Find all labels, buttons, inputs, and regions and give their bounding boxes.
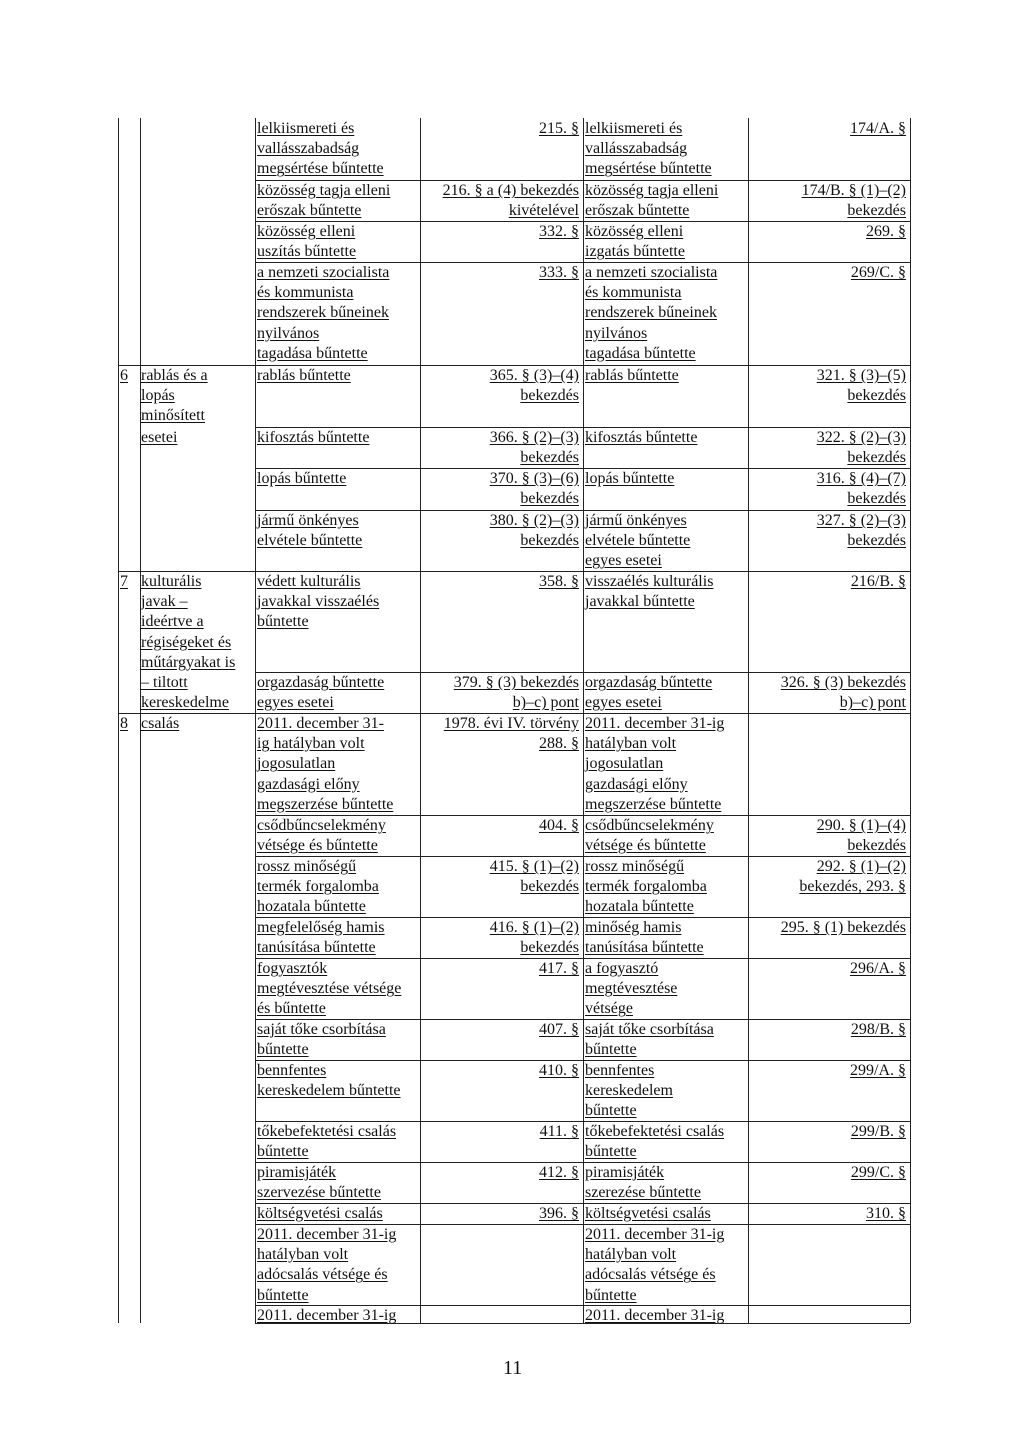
- old-crime-name-line: megtévesztése vétsége: [257, 980, 402, 998]
- old-section-ref-line: 407. §: [539, 1021, 579, 1038]
- new-crime-name: [585, 469, 746, 489]
- new-crime-name: [585, 263, 746, 364]
- new-crime-name-line: hatályban volt: [585, 735, 677, 753]
- new-section-ref: [750, 673, 906, 713]
- new-crime-name-line: bűntette: [585, 1286, 637, 1304]
- old-section-ref: [422, 918, 579, 958]
- new-crime-name: [585, 1204, 746, 1224]
- new-crime-name-line: közösség elleni: [585, 223, 684, 240]
- new-crime-name-line: kereskedelem: [585, 1082, 673, 1100]
- new-section-ref: [750, 857, 906, 897]
- new-section-ref-line: 299/A. §: [850, 1062, 906, 1079]
- category-number-text: 6: [120, 367, 128, 384]
- old-section-ref: [422, 816, 579, 836]
- new-section-ref: [750, 222, 906, 242]
- new-crime-name-line: vétsége és bűntette: [585, 837, 706, 855]
- old-section-ref-line: 412. §: [539, 1164, 579, 1181]
- old-section-ref: [422, 714, 579, 754]
- old-crime-name-line: saját tőke csorbítása: [257, 1021, 386, 1038]
- old-crime-name-line: bűntette: [257, 1143, 309, 1161]
- category-label-line: műtárgyakat is: [141, 653, 236, 671]
- category-label-continued: [141, 428, 253, 448]
- old-crime-name: [257, 1122, 418, 1162]
- old-crime-name-line: megszerzése bűntette: [257, 795, 394, 813]
- old-crime-name-line: lelkiismereti és: [257, 120, 355, 137]
- old-section-ref-line: 366. § (2)–(3): [489, 429, 579, 446]
- new-section-ref-line: 269. §: [866, 223, 906, 240]
- old-section-ref: [422, 222, 579, 242]
- new-crime-name-line: bűntette: [585, 1041, 637, 1059]
- old-section-ref: [422, 673, 579, 713]
- old-crime-name-line: tanúsítása bűntette: [257, 939, 376, 957]
- old-section-ref-line: 365. § (3)–(4): [489, 367, 579, 384]
- old-section-ref-line: 417. §: [539, 960, 579, 977]
- new-section-ref: [750, 1122, 906, 1142]
- new-crime-name-line: rendszerek bűneinek: [585, 304, 717, 322]
- new-section-ref-line: 216/B. §: [850, 573, 906, 590]
- old-crime-name-line: tőkebefektetési csalás: [257, 1123, 397, 1140]
- old-crime-name: [257, 222, 418, 262]
- new-crime-name: [585, 1061, 746, 1122]
- old-crime-name: [257, 959, 418, 1020]
- old-crime-name-line: költségvetési csalás: [257, 1205, 383, 1222]
- old-section-ref-line: 370. § (3)–(6): [489, 470, 579, 487]
- new-crime-name-line: javakkal bűntette: [585, 593, 695, 611]
- old-crime-name-line: jármű önkényes: [257, 512, 359, 529]
- new-section-ref: [750, 1163, 906, 1183]
- old-crime-name-line: termék forgalomba: [257, 878, 379, 896]
- old-crime-name-line: hatályban volt: [257, 1246, 349, 1264]
- new-section-ref-line: 310. §: [866, 1205, 906, 1222]
- new-crime-name-line: piramisjáték: [585, 1164, 665, 1181]
- old-section-ref-line: 358. §: [539, 573, 579, 590]
- old-section-ref: [422, 959, 579, 979]
- old-crime-name: [257, 1204, 418, 1224]
- old-crime-name-line: rablás bűntette: [257, 367, 351, 384]
- new-crime-name: [585, 673, 746, 713]
- old-crime-name: [257, 263, 418, 364]
- col-rule-old-name: [255, 118, 256, 1323]
- new-crime-name-line: termék forgalomba: [585, 878, 707, 896]
- old-crime-name-line: 2011. december 31-ig: [257, 1307, 397, 1324]
- old-section-ref-line: 333. §: [539, 264, 579, 281]
- new-section-ref-line: bekezdés: [847, 490, 906, 508]
- new-crime-name-line: visszaélés kulturális: [585, 573, 714, 590]
- old-crime-name: [257, 1061, 418, 1101]
- new-crime-name: [585, 428, 746, 448]
- col-rule-old-ref: [420, 118, 421, 1323]
- old-crime-name-line: kereskedelem bűntette: [257, 1082, 401, 1100]
- old-section-ref: [422, 119, 579, 139]
- new-crime-name: [585, 511, 746, 572]
- old-section-ref: [422, 181, 579, 221]
- new-section-ref-line: bekezdés: [847, 449, 906, 467]
- new-crime-name-line: bennfentes: [585, 1062, 655, 1079]
- old-section-ref-line: bekezdés: [520, 387, 579, 405]
- new-crime-name-line: erőszak bűntette: [585, 202, 690, 220]
- new-crime-name-line: jogosulatlan: [585, 755, 664, 773]
- new-section-ref: [750, 1061, 906, 1081]
- new-crime-name: [585, 1122, 746, 1162]
- old-crime-name: [257, 181, 418, 221]
- new-crime-name-line: lopás bűntette: [585, 470, 675, 487]
- old-crime-name-line: bűntette: [257, 1286, 309, 1304]
- category-label-line: csalás: [141, 715, 180, 732]
- old-section-ref-line: bekezdés: [520, 878, 579, 896]
- old-section-ref-line: 415. § (1)–(2): [489, 858, 579, 875]
- old-section-ref: [422, 1122, 579, 1142]
- new-crime-name-line: tőkebefektetési csalás: [585, 1123, 725, 1140]
- new-crime-name-line: bűntette: [585, 1143, 637, 1161]
- old-crime-name-line: elvétele bűntette: [257, 532, 363, 550]
- old-section-ref-line: 411. §: [539, 1123, 579, 1140]
- old-section-ref-line: bekezdés: [520, 939, 579, 957]
- old-section-ref: [422, 1020, 579, 1040]
- new-crime-name-line: izgatás bűntette: [585, 243, 685, 261]
- new-section-ref-line: bekezdés: [847, 387, 906, 405]
- category-number-text: 8: [120, 715, 128, 732]
- old-section-ref: [422, 511, 579, 551]
- new-crime-name-line: rablás bűntette: [585, 367, 679, 384]
- new-crime-name-line: megtévesztése: [585, 980, 678, 998]
- category-number: [120, 714, 138, 734]
- old-section-ref: [422, 1061, 579, 1081]
- new-section-ref: [750, 263, 906, 283]
- old-section-ref-line: kivételével: [508, 202, 579, 220]
- new-section-ref-line: 295. § (1) bekezdés: [780, 919, 906, 936]
- category-label-line: kulturális: [141, 573, 202, 590]
- new-crime-name: [585, 1020, 746, 1060]
- old-crime-name: [257, 673, 418, 713]
- old-crime-name-line: vétsége és bűntette: [257, 837, 378, 855]
- old-section-ref-line: 215. §: [539, 120, 579, 137]
- category-label-line: minősített: [141, 407, 205, 425]
- new-section-ref: [750, 181, 906, 221]
- old-crime-name: [257, 1020, 418, 1060]
- category-number: [120, 572, 138, 592]
- category-label: [141, 572, 253, 713]
- new-crime-name-line: lelkiismereti és: [585, 120, 683, 137]
- new-section-ref: [750, 511, 906, 551]
- new-crime-name: [585, 119, 746, 180]
- old-section-ref-line: b)–c) pont: [512, 694, 579, 712]
- col-rule-new-name: [583, 118, 584, 1323]
- new-section-ref-line: 174/B. § (1)–(2): [801, 182, 906, 199]
- new-crime-name-line: a nemzeti szocialista: [585, 264, 718, 281]
- new-section-ref-line: 327. § (2)–(3): [816, 512, 906, 529]
- new-crime-name-line: nyilvános: [585, 324, 648, 342]
- new-section-ref: [750, 1204, 906, 1224]
- new-section-ref-line: b)–c) pont: [839, 694, 906, 712]
- old-crime-name-line: egyes esetei: [257, 694, 334, 712]
- new-crime-name-line: megszerzése bűntette: [585, 795, 722, 813]
- old-section-ref: [422, 263, 579, 283]
- old-section-ref-line: 216. § a (4) bekezdés: [442, 182, 579, 199]
- old-crime-name-line: védett kulturális: [257, 573, 361, 590]
- old-crime-name: [257, 469, 418, 489]
- new-crime-name-line: és kommunista: [585, 284, 682, 302]
- old-section-ref-line: 288. §: [539, 735, 579, 753]
- category-number-text: 7: [120, 573, 128, 590]
- new-crime-name-line: gazdasági előny: [585, 775, 688, 793]
- new-crime-name-line: vallásszabadság: [585, 140, 688, 158]
- old-crime-name-line: nyilvános: [257, 324, 320, 342]
- new-crime-name: [585, 816, 746, 856]
- old-section-ref: [422, 469, 579, 509]
- old-crime-name: [257, 119, 418, 180]
- old-section-ref-line: 410. §: [539, 1062, 579, 1079]
- new-crime-name: [585, 1163, 746, 1203]
- category-label-line: javak –: [141, 593, 188, 611]
- new-crime-name: [585, 181, 746, 221]
- old-crime-name-line: és bűntette: [257, 1000, 326, 1018]
- new-section-ref-line: 316. § (4)–(7): [816, 470, 906, 487]
- old-crime-name-line: fogyasztók: [257, 960, 328, 977]
- old-crime-name-line: bűntette: [257, 1041, 309, 1059]
- old-crime-name: [257, 572, 418, 633]
- old-crime-name-line: a nemzeti szocialista: [257, 264, 390, 281]
- old-crime-name: [257, 1306, 418, 1326]
- old-crime-name: [257, 857, 418, 918]
- new-crime-name-line: adócsalás vétsége és: [585, 1266, 716, 1284]
- new-section-ref-line: 174/A. §: [850, 120, 906, 137]
- new-section-ref: [750, 366, 906, 406]
- new-crime-name-line: költségvetési csalás: [585, 1205, 711, 1222]
- old-crime-name-line: piramisjáték: [257, 1164, 337, 1181]
- old-section-ref-line: 404. §: [539, 817, 579, 834]
- old-crime-name: [257, 816, 418, 856]
- old-crime-name-line: közösség tagja elleni: [257, 182, 391, 199]
- new-section-ref-line: 326. § (3) bekezdés: [780, 674, 906, 691]
- category-label-line: ideértve a: [141, 613, 204, 631]
- new-crime-name-line: vétsége: [585, 1000, 633, 1018]
- new-section-ref-line: 292. § (1)–(2): [816, 858, 906, 875]
- category-label-line: lopás: [141, 387, 175, 405]
- old-crime-name-line: megfelelőség hamis: [257, 919, 385, 936]
- new-section-ref: [750, 816, 906, 856]
- new-section-ref-line: 269/C. §: [850, 264, 906, 281]
- old-crime-name-line: 2011. december 31-: [257, 715, 384, 732]
- new-crime-name: [585, 1225, 746, 1306]
- new-section-ref-line: 299/C. §: [850, 1164, 906, 1181]
- category-number: [120, 366, 138, 386]
- old-crime-name-line: közösség elleni: [257, 223, 356, 240]
- old-crime-name-line: orgazdaság bűntette: [257, 674, 385, 691]
- new-section-ref: [750, 918, 906, 938]
- old-crime-name-line: tagadása bűntette: [257, 344, 368, 362]
- old-crime-name-line: vallásszabadság: [257, 140, 360, 158]
- new-crime-name-line: jármű önkényes: [585, 512, 687, 529]
- new-crime-name-line: hatályban volt: [585, 1246, 677, 1264]
- new-crime-name: [585, 366, 746, 386]
- category-label-line: régiségeket és: [141, 633, 232, 651]
- old-section-ref: [422, 1163, 579, 1183]
- old-section-ref: [422, 1204, 579, 1224]
- new-section-ref-line: 296/A. §: [850, 960, 906, 977]
- old-crime-name: [257, 918, 418, 958]
- new-crime-name-line: saját tőke csorbítása: [585, 1021, 714, 1038]
- new-crime-name-line: orgazdaság bűntette: [585, 674, 713, 691]
- new-crime-name-line: hozatala bűntette: [585, 898, 694, 916]
- new-crime-name-line: csődbűncselekmény: [585, 817, 714, 834]
- new-crime-name-line: 2011. december 31-ig: [585, 1226, 725, 1243]
- new-crime-name-line: tanúsítása bűntette: [585, 939, 704, 957]
- new-section-ref-line: bekezdés: [847, 532, 906, 550]
- old-section-ref-line: bekezdés: [520, 532, 579, 550]
- old-section-ref-line: bekezdés: [520, 449, 579, 467]
- old-section-ref-line: 416. § (1)–(2): [489, 919, 579, 936]
- new-crime-name: [585, 1306, 746, 1326]
- new-crime-name-line: egyes esetei: [585, 552, 662, 570]
- old-crime-name-line: megsértése bűntette: [257, 160, 384, 178]
- old-section-ref-line: 332. §: [539, 223, 579, 240]
- category-label: [141, 366, 253, 427]
- old-crime-name: [257, 1225, 418, 1306]
- old-crime-name-line: gazdasági előny: [257, 775, 360, 793]
- old-section-ref: [422, 572, 579, 592]
- old-crime-name-line: lopás bűntette: [257, 470, 347, 487]
- new-crime-name: [585, 857, 746, 918]
- new-section-ref-line: bekezdés, 293. §: [799, 878, 906, 896]
- old-crime-name-line: rendszerek bűneinek: [257, 304, 389, 322]
- new-crime-name: [585, 918, 746, 958]
- new-section-ref: [750, 1020, 906, 1040]
- old-crime-name-line: kifosztás bűntette: [257, 429, 370, 446]
- old-section-ref-line: bekezdés: [520, 490, 579, 508]
- old-section-ref: [422, 857, 579, 897]
- old-crime-name: [257, 714, 418, 815]
- new-crime-name-line: szerezése bűntette: [585, 1184, 701, 1202]
- new-crime-name-line: 2011. december 31-ig: [585, 715, 725, 732]
- new-section-ref-line: 299/B. §: [850, 1123, 906, 1140]
- col-rule-outer-right: [910, 118, 911, 1323]
- new-crime-name-line: megsértése bűntette: [585, 160, 712, 178]
- new-crime-name-line: minőség hamis: [585, 919, 682, 936]
- new-crime-name-line: bűntette: [585, 1102, 637, 1120]
- old-crime-name: [257, 1163, 418, 1203]
- old-section-ref: [422, 366, 579, 406]
- old-crime-name: [257, 366, 418, 386]
- page-number: 11: [503, 1357, 523, 1379]
- old-crime-name-line: uszítás bűntette: [257, 243, 357, 261]
- new-section-ref-line: 298/B. §: [850, 1021, 906, 1038]
- category-label: [141, 714, 253, 734]
- old-crime-name-line: erőszak bűntette: [257, 202, 362, 220]
- new-section-ref: [750, 469, 906, 509]
- col-rule-outer-left: [118, 118, 119, 1323]
- category-label-line: kereskedelme: [141, 694, 229, 712]
- new-section-ref-line: 290. § (1)–(4): [816, 817, 906, 834]
- old-crime-name-line: és kommunista: [257, 284, 354, 302]
- new-section-ref: [750, 959, 906, 979]
- new-section-ref-line: 322. § (2)–(3): [816, 429, 906, 446]
- new-crime-name-line: kifosztás bűntette: [585, 429, 698, 446]
- old-crime-name-line: csődbűncselekmény: [257, 817, 386, 834]
- category-label-line: – tiltott: [141, 674, 188, 692]
- new-crime-name-line: elvétele bűntette: [585, 532, 691, 550]
- old-section-ref-line: 396. §: [539, 1205, 579, 1222]
- new-crime-name: [585, 572, 746, 612]
- old-section-ref: [422, 428, 579, 468]
- category-label-continued-line: esetei: [141, 429, 178, 446]
- old-section-ref-line: 379. § (3) bekezdés: [453, 674, 579, 691]
- old-crime-name-line: hozatala bűntette: [257, 898, 366, 916]
- old-crime-name-line: bűntette: [257, 613, 309, 631]
- old-crime-name-line: szervezése bűntette: [257, 1184, 381, 1202]
- old-section-ref-line: 1978. évi IV. törvény: [443, 715, 579, 732]
- old-crime-name-line: ig hatályban volt: [257, 735, 365, 753]
- new-section-ref-line: bekezdés: [847, 837, 906, 855]
- old-crime-name-line: adócsalás vétsége és: [257, 1266, 388, 1284]
- new-crime-name-line: tagadása bűntette: [585, 344, 696, 362]
- new-crime-name: [585, 959, 746, 1020]
- old-crime-name-line: jogosulatlan: [257, 755, 336, 773]
- old-crime-name-line: 2011. december 31-ig: [257, 1226, 397, 1243]
- new-crime-name-line: 2011. december 31-ig: [585, 1307, 725, 1324]
- new-crime-name: [585, 714, 746, 815]
- new-section-ref: [750, 119, 906, 139]
- new-crime-name-line: rossz minőségű: [585, 858, 685, 875]
- category-label-line: rablás és a: [141, 367, 208, 384]
- new-crime-name-line: közösség tagja elleni: [585, 182, 719, 199]
- new-crime-name-line: a fogyasztó: [585, 960, 659, 977]
- new-section-ref-line: 321. § (3)–(5): [816, 367, 906, 384]
- old-crime-name-line: bennfentes: [257, 1062, 327, 1079]
- old-section-ref-line: 380. § (2)–(3): [489, 512, 579, 529]
- new-crime-name-line: egyes esetei: [585, 694, 662, 712]
- new-crime-name: [585, 222, 746, 262]
- old-crime-name: [257, 428, 418, 448]
- old-crime-name-line: rossz minőségű: [257, 858, 357, 875]
- new-section-ref-line: bekezdés: [847, 202, 906, 220]
- old-crime-name-line: javakkal visszaélés: [257, 593, 380, 611]
- new-section-ref: [750, 428, 906, 468]
- old-crime-name: [257, 511, 418, 551]
- col-rule-new-ref: [748, 118, 749, 1323]
- new-section-ref: [750, 572, 906, 592]
